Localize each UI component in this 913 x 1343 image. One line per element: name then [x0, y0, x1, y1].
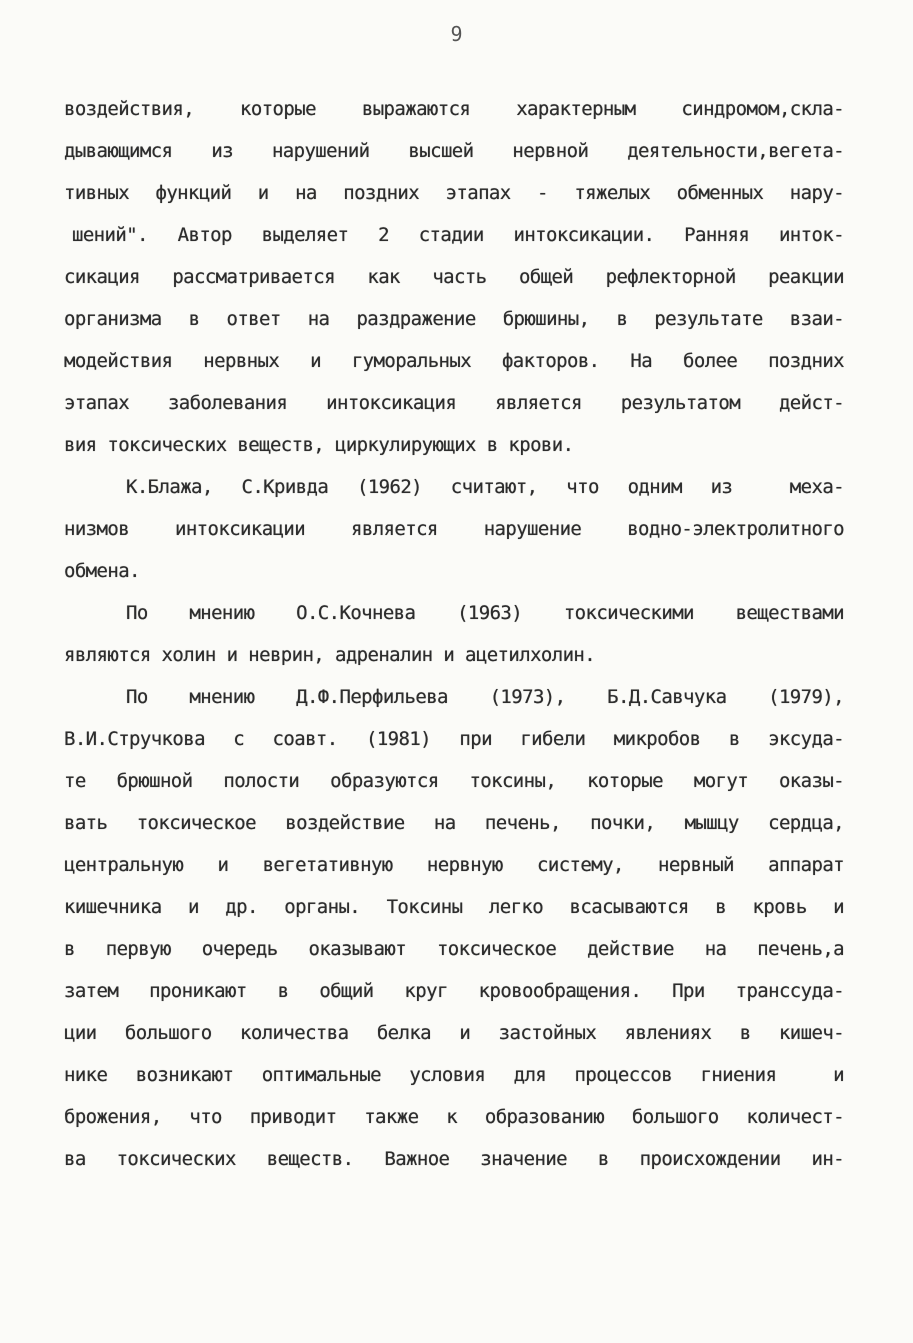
text-line: К.Блажа, С.Кривда (1962) считают, что одним из меха- — [126, 476, 844, 498]
text-line: нике возникают оптимальные условия для процессов гниения и — [64, 1064, 844, 1086]
text-line: являются холин и неврин, адреналин и ацетилхолин. — [64, 644, 596, 666]
text-line: в первую очередь оказывают токсическое действие на печень,а — [64, 938, 844, 960]
text-line: обмена. — [64, 560, 140, 582]
text-line: кишечника и др. органы. Токсины легко всасываются в кровь и — [64, 896, 844, 918]
text-line: организма в ответ на раздражение брюшины, в результате взаи- — [64, 308, 844, 330]
text-line: модействия нервных и гуморальных факторов. На более поздних — [64, 350, 844, 372]
text-line: вать токсическое воздействие на печень, почки, мышцу сердца, — [64, 812, 844, 834]
text-line: дывающимся из нарушений высшей нервной деятельности,вегета- — [64, 140, 844, 162]
text-line: затем проникают в общий круг кровообращения. При транссуда- — [64, 980, 844, 1002]
text-line: В.И.Стручкова с соавт. (1981) при гибели микробов в эксуда- — [64, 728, 844, 750]
text-line: По мнению О.С.Кочнева (1963) токсическими веществами — [126, 602, 844, 624]
page-number: 9 — [450, 22, 463, 46]
text-line: тивных функций и на поздних этапах - тяжелых обменных нару- — [64, 182, 844, 204]
text-line: вия токсических веществ, циркулирующих в крови. — [64, 434, 574, 456]
text-line: По мнению Д.Ф.Перфильева (1973), Б.Д.Савчука (1979), — [126, 686, 844, 708]
text-line: те брюшной полости образуются токсины, которые могут оказы- — [64, 770, 844, 792]
text-line: центральную и вегетативную нервную систему, нервный аппарат — [64, 854, 844, 876]
text-line: ва токсических веществ. Важное значение в происхождении ин- — [64, 1148, 844, 1170]
body-text — [64, 88, 844, 1180]
text-line: брожения, что приводит также к образованию большого количест- — [64, 1106, 844, 1128]
text-line: сикация рассматривается как часть общей рефлекторной реакции — [64, 266, 844, 288]
text-line: шений". Автор выделяет 2 стадии интоксикации. Ранняя инток- — [72, 224, 844, 246]
text-line: этапах заболевания интоксикация является результатом дейст- — [64, 392, 844, 414]
text-line: ции большого количества белка и застойных явлениях в кишеч- — [64, 1022, 844, 1044]
text-line: низмов интоксикации является нарушение водно-электролитного — [64, 518, 844, 540]
text-line: воздействия, которые выражаются характерным синдромом,скла- — [64, 98, 844, 120]
